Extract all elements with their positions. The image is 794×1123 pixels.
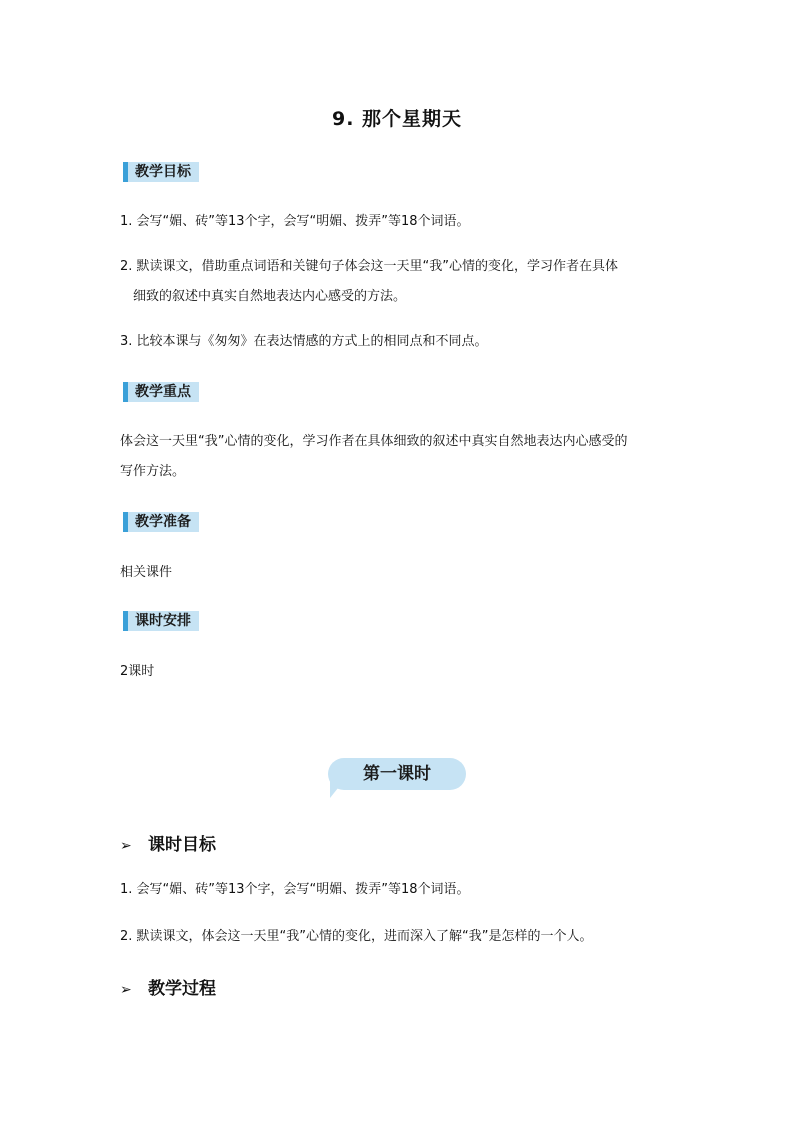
lesson-label: 第一课时	[328, 758, 466, 790]
section-heading-schedule: 课时安排	[123, 611, 199, 631]
triangle-arrow-icon: ➢	[120, 838, 132, 854]
page-title: 9. 那个星期天	[331, 108, 463, 130]
process-heading	[120, 974, 216, 999]
section-heading-preparation: 教学准备	[123, 512, 199, 532]
lesson-goals-heading	[120, 830, 216, 855]
lesson-goal-2: 2. 默读课文，体会这一天里“我”心情的变化，进而深入了解“我”是怎样的一个人。	[120, 929, 593, 944]
objective-item-1: 1. 会写“媚、砖”等13个字，会写“明媚、拨弄”等18个词语。	[120, 214, 470, 229]
triangle-arrow-icon: ➢	[120, 982, 132, 998]
process-heading-text: 教学过程	[148, 979, 216, 999]
lesson-goal-1: 1. 会写“媚、砖”等13个字，会写“明媚、拨弄”等18个词语。	[120, 882, 470, 897]
objective-item-2-cont: 细致的叙述中真实自然地表达内心感受的方法。	[133, 289, 407, 304]
objective-item-2: 2. 默读课文，借助重点词语和关键句子体会这一天里“我”心情的变化，学习作者在具体	[120, 259, 619, 274]
lesson-banner	[328, 758, 466, 800]
schedule-text: 2课时	[120, 664, 155, 679]
preparation-text: 相关课件	[120, 565, 173, 580]
objective-item-3: 3. 比较本课与《匆匆》在表达情感的方式上的相同点和不同点。	[120, 334, 488, 349]
key-points-line-1: 体会这一天里“我”心情的变化，学习作者在具体细致的叙述中真实自然地表达内心感受的	[120, 434, 628, 449]
key-points-line-2: 写作方法。	[120, 464, 186, 479]
section-heading-objectives: 教学目标	[123, 162, 199, 182]
section-heading-key-points: 教学重点	[123, 382, 199, 402]
lesson-goals-heading-text: 课时目标	[148, 835, 216, 855]
